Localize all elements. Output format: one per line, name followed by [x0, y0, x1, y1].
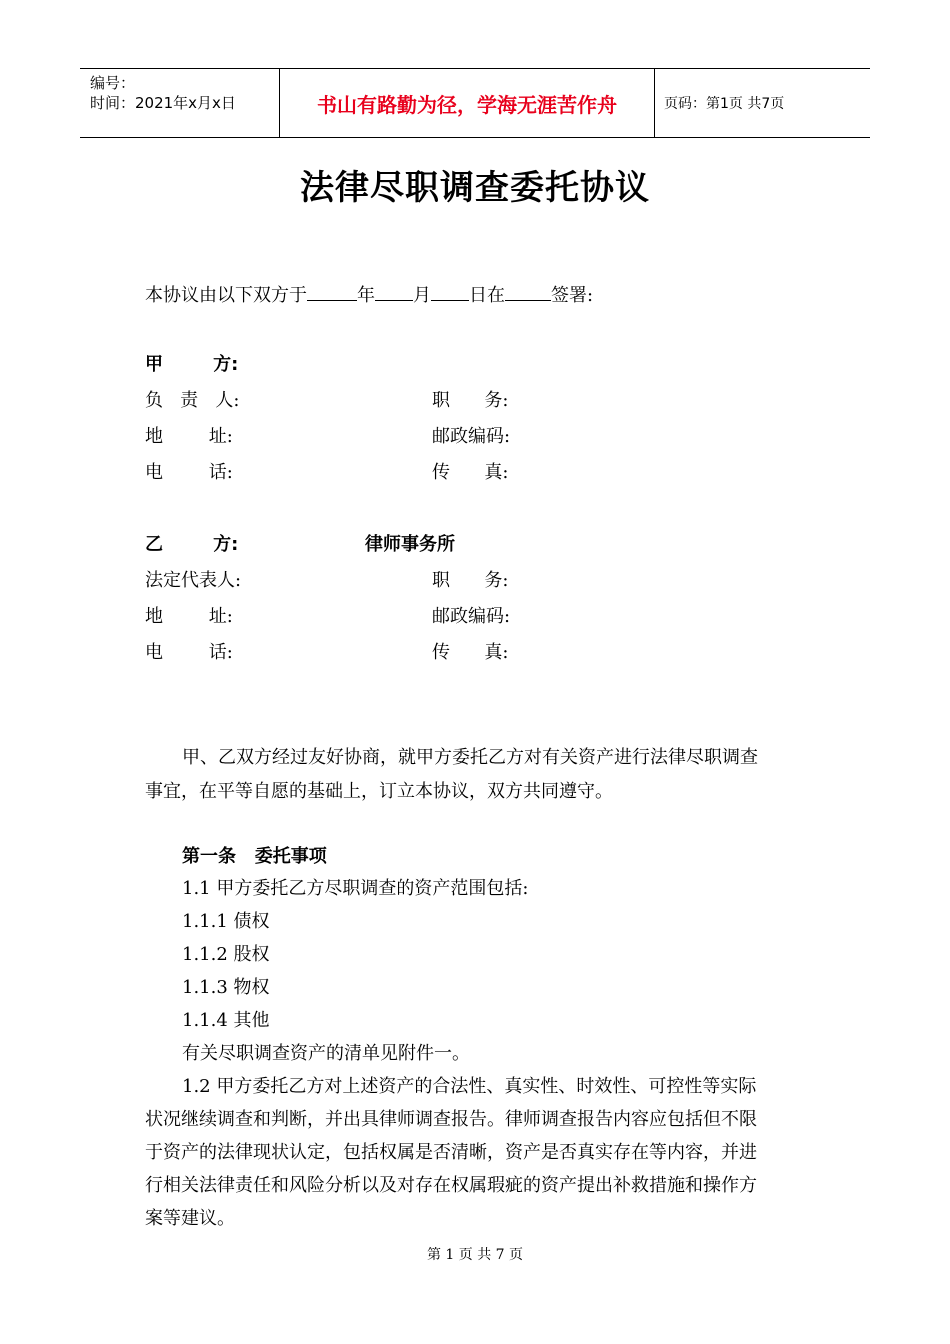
party-b-phone: 电 话: [145, 642, 233, 663]
party-a-responsible: 负 责 人: [145, 390, 240, 411]
party-b-fax: 传 真: [432, 642, 509, 663]
party-a-address: 地 址: [145, 426, 233, 447]
party-a-label: 甲 方: [145, 354, 239, 375]
preamble-line-1: 甲、乙双方经过友好协商，就甲方委托乙方对有关资产进行法律尽职调查 [182, 747, 758, 768]
article-1-line: 1.1.1 债权 [182, 911, 270, 932]
party-b-firm: 律师事务所 [365, 534, 455, 555]
intro-text-1: 本协议由以下双方于 [145, 285, 307, 306]
party-b-legal-rep: 法定代表人: [145, 570, 242, 591]
article-1-line: 1.1.4 其他 [182, 1010, 270, 1031]
party-a-phone: 电 话: [145, 462, 233, 483]
article-1-line: 有关尽职调查资产的清单见附件一。 [182, 1043, 470, 1064]
page-header [80, 68, 870, 138]
article-1-cont: 状况继续调查和判断，并出具律师调查报告。律师调查报告内容应包括但不限 [145, 1109, 757, 1130]
intro-line [145, 282, 593, 309]
intro-text-2: 年 [357, 285, 375, 306]
article-1-cont: 于资产的法律现状认定，包括权属是否清晰，资产是否真实存在等内容，并进 [145, 1142, 757, 1163]
intro-text-3: 月 [413, 285, 431, 306]
party-b-position: 职 务: [432, 570, 509, 591]
intro-text-4: 日在 [469, 285, 505, 306]
party-b-postcode: 邮政编码: [432, 606, 511, 627]
time-label: 时间：2021年x月x日 [90, 94, 236, 112]
party-b-address: 地 址: [145, 606, 233, 627]
preamble-line-2: 事宜，在平等自愿的基础上，订立本协议，双方共同遵守。 [145, 781, 613, 802]
article-1-heading: 第一条 委托事项 [182, 846, 327, 867]
article-1-line: 1.1.2 股权 [182, 944, 270, 965]
article-1-cont: 案等建议。 [145, 1208, 235, 1229]
header-meta [80, 69, 280, 137]
article-1-line: 1.2 甲方委托乙方对上述资产的合法性、真实性、时效性、可控性等实际 [182, 1076, 757, 1097]
party-b-label: 乙 方: [145, 534, 239, 555]
header-motto: 书山有路勤为径，学海无涯苦作舟 [280, 69, 655, 137]
header-page-info: 页码：第1页 共7页 [664, 96, 785, 112]
article-1-cont: 行相关法律责任和风险分析以及对存在权属瑕疵的资产提出补救措施和操作方 [145, 1175, 757, 1196]
year-blank[interactable] [307, 282, 357, 301]
day-blank[interactable] [431, 282, 469, 301]
place-blank[interactable] [505, 282, 551, 301]
article-1-line: 1.1 甲方委托乙方尽职调查的资产范围包括: [182, 878, 529, 899]
document-title: 法律尽职调查委托协议 [300, 168, 650, 208]
party-a-position: 职 务: [432, 390, 509, 411]
article-1-line: 1.1.3 物权 [182, 977, 270, 998]
month-blank[interactable] [375, 282, 413, 301]
party-a-fax: 传 真: [432, 462, 509, 483]
party-a-postcode: 邮政编码: [432, 426, 511, 447]
number-label: 编号： [90, 74, 136, 92]
intro-text-5: 签署: [551, 285, 594, 306]
page-footer: 第 1 页 共 7 页 [426, 1247, 524, 1263]
